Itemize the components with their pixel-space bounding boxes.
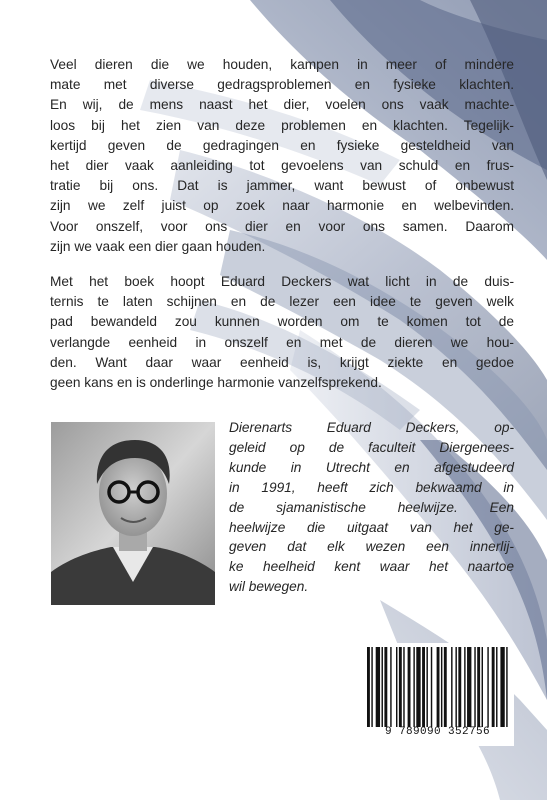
barcode-bar [408, 647, 411, 727]
barcode-bar [416, 647, 420, 727]
book-aim-paragraph [50, 272, 514, 393]
text-line: loos bij het zien van deze problemen en klachten. Tegelijk- [50, 117, 514, 133]
barcode-bar [367, 647, 370, 727]
barcode-bar [458, 647, 461, 727]
barcode-bar [422, 647, 425, 727]
text-line: heelwijze die uitgaat van het ge- [229, 519, 514, 535]
barcode-bar [384, 647, 387, 727]
text-line: kertijd geven de gedragingen en fysieke gesteldheid van [50, 137, 514, 153]
barcode-bar [426, 647, 427, 727]
author-photo [51, 422, 215, 605]
barcode-bar [474, 647, 475, 727]
barcode-bar [382, 647, 383, 727]
barcode-bar [467, 647, 471, 727]
text-line: geven dat elk wezen een innerlij- [229, 539, 514, 555]
barcode-bar [496, 647, 497, 727]
text-line: pad bewandeld zou kunnen worden om te komen tot de [50, 314, 514, 330]
barcode-icon [365, 647, 511, 727]
barcode-bar [451, 647, 452, 727]
barcode-bar [482, 647, 483, 727]
barcode-bar [455, 647, 456, 727]
text-line: Veel dieren die we houden, kampen in meer of mindere [50, 57, 514, 72]
text-line: Met het boek hoopt Eduard Deckers wat licht in de duis- [50, 274, 514, 289]
barcode-bar [500, 647, 504, 727]
barcode-bar [487, 647, 488, 727]
barcode-bar [444, 647, 447, 727]
text-line: ke heelheid kent waar het naartoe [229, 559, 514, 575]
text-line: wil bewegen. [229, 579, 309, 595]
barcode-bar [431, 647, 432, 727]
author-bio [229, 418, 514, 597]
isbn-barcode [361, 643, 514, 746]
text-line: de sjamanistische heelwijze. Een [229, 499, 514, 515]
author-portrait-illustration [51, 422, 215, 605]
text-line: Dierenarts Eduard Deckers, op- [229, 420, 514, 435]
intro-paragraph [50, 55, 514, 257]
barcode-bar [403, 647, 404, 727]
barcode-bar [441, 647, 442, 727]
barcode-bar [413, 647, 414, 727]
text-line: geleid op de faculteit Diergenees- [229, 439, 514, 455]
isbn-digits: 9 789090 352756 [384, 726, 491, 738]
barcode-bar [464, 647, 465, 727]
text-line: den. Want daar waar eenheid is, krijgt ziekte en gedoe [50, 354, 514, 370]
text-line: mate met diverse gedragsproblemen en fysieke klachten. [50, 77, 514, 93]
text-line: zijn we vaak een dier gaan houden. [50, 238, 266, 254]
barcode-bar [390, 647, 391, 727]
text-line: Voor onszelf, voor ons dier en voor ons samen. Daarom [50, 218, 514, 234]
barcode-bar [492, 647, 495, 727]
text-line: ternis te laten schijnen en de lezer een idee te geven welk [50, 294, 514, 310]
barcode-bar [437, 647, 440, 727]
barcode-bar [371, 647, 372, 727]
barcode-bar [376, 647, 380, 727]
text-line: En wij, de mens naast het dier, voelen ons vaak machte- [50, 97, 514, 113]
text-line: tratie bij ons. Dat is jammer, want bewust of onbewust [50, 178, 514, 194]
text-line: in 1991, heeft zich bekwaamd in [229, 479, 514, 495]
barcode-bar [477, 647, 480, 727]
text-line: geen kans en is onderlinge harmonie vanzelfsprekend. [50, 375, 382, 391]
text-line: het dier vaak aanleiding tot gevoelens van schuld en frus- [50, 158, 514, 174]
text-line: kunde in Utrecht en afgestudeerd [229, 459, 514, 475]
text-line: verlangde eenheid in onszelf en met de dieren we hou- [50, 334, 514, 350]
barcode-bar [506, 647, 507, 727]
barcode-bar [396, 647, 397, 727]
barcode-bar [399, 647, 402, 727]
text-line: zijn we zelf juist op zoek naar harmonie en welbevinden. [50, 198, 514, 214]
